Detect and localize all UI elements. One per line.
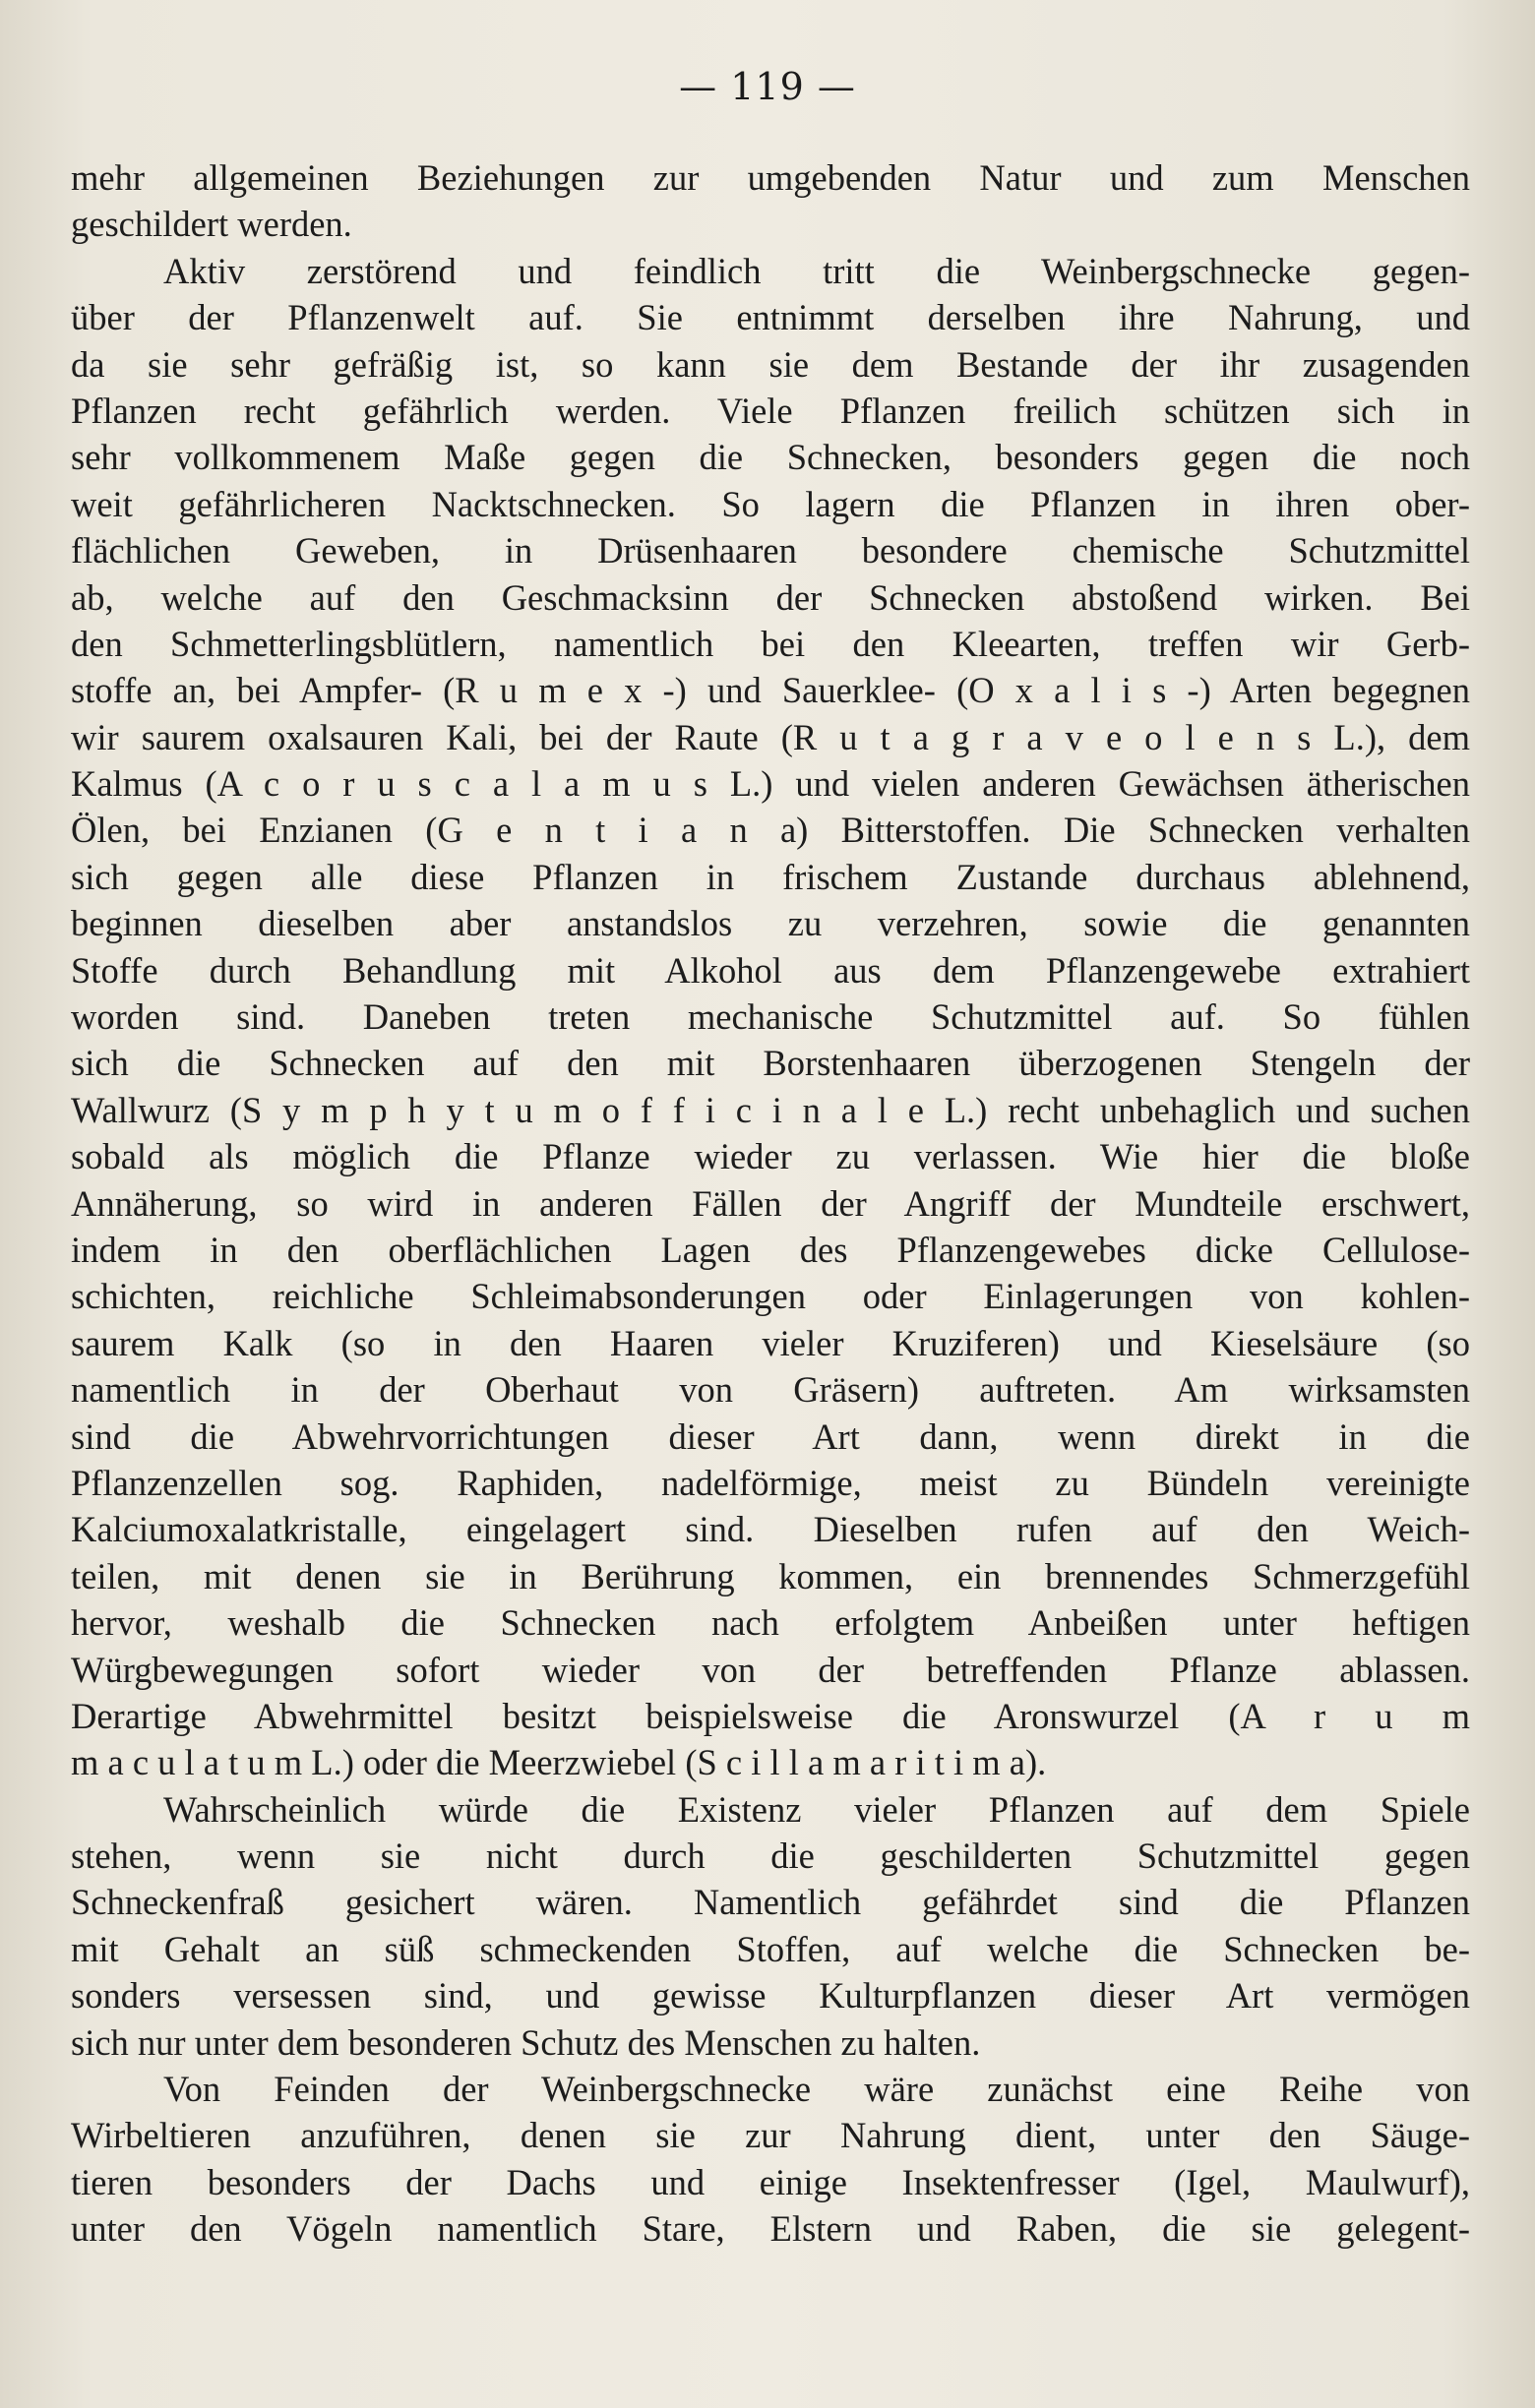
text-line: sich nur unter dem besonderen Schutz des Menschen zu halten. <box>71 2021 981 2063</box>
paragraph <box>71 154 1470 248</box>
text-line: Von Feinden der Weinbergschnecke wäre zunächst eine Reihe von <box>163 2069 1470 2110</box>
text-line: Pflanzen recht gefährlich werden. Viele Pflanzen freilich schützen sich in <box>71 390 1470 431</box>
text-line: Würgbewegungen sofort wieder von der betreffenden Pflanze ablassen. <box>71 1649 1470 1690</box>
text-line: schichten, reichliche Schleimabsonderungen oder Einlagerungen von kohlen- <box>71 1276 1470 1317</box>
text-line: Kalmus (A c o r u s c a l a m u s L.) und vielen anderen Gewächsen ätherischen <box>71 763 1470 805</box>
page-number: — 119 — <box>679 65 856 108</box>
text-line: sich gegen alle diese Pflanzen in frischem Zustande durchaus ablehnend, <box>71 856 1470 897</box>
text-line: stoffe an, bei Ampfer- (R u m e x -) und Sauerklee- (O x a l i s -) Arten begegnen <box>71 670 1470 711</box>
text-line: tieren besonders der Dachs und einige Insektenfresser (Igel, Maulwurf), <box>71 2161 1470 2202</box>
text-line: über der Pflanzenwelt auf. Sie entnimmt derselben ihre Nahrung, und <box>71 297 1470 338</box>
paragraph <box>71 2066 1470 2253</box>
text-line: da sie sehr gefräßig ist, so kann sie dem Bestande der ihr zusagenden <box>71 343 1470 385</box>
text-line: Derartige Abwehrmittel besitzt beispielsweise die Aronswurzel (A r u m <box>71 1695 1470 1736</box>
text-line: hervor, weshalb die Schnecken nach erfolgtem Anbeißen unter heftigen <box>71 1602 1470 1644</box>
text-line: Ölen, bei Enzianen (G e n t i a n a) Bitterstoffen. Die Schnecken verhalten <box>71 810 1470 851</box>
text-line: unter den Vögeln namentlich Stare, Elstern und Raben, die sie gelegent- <box>71 2208 1470 2250</box>
text-line: namentlich in der Oberhaut von Gräsern) auftreten. Am wirksamsten <box>71 1369 1470 1411</box>
text-line: Kalciumoxalatkristalle, eingelagert sind. Dieselben rufen auf den Weich- <box>71 1509 1470 1550</box>
text-line: sonders versessen sind, und gewisse Kulturpflanzen dieser Art vermögen <box>71 1975 1470 2017</box>
text-line: den Schmetterlingsblütlern, namentlich bei den Kleearten, treffen wir Gerb- <box>71 623 1470 664</box>
text-line: Stoffe durch Behandlung mit Alkohol aus dem Pflanzengewebe extrahiert <box>71 949 1470 991</box>
text-line: saurem Kalk (so in den Haaren vieler Kruziferen) und Kieselsäure (so <box>71 1322 1470 1363</box>
text-line: indem in den oberflächlichen Lagen des Pflanzengewebes dicke Cellulose- <box>71 1229 1470 1270</box>
text-line: Wallwurz (S y m p h y t u m o f f i c i n a l e L.) recht unbehaglich und suchen <box>71 1089 1470 1130</box>
text-line: weit gefährlicheren Nacktschnecken. So lagern die Pflanzen in ihren ober- <box>71 483 1470 524</box>
text-line: ab, welche auf den Geschmacksinn der Schnecken abstoßend wirken. Bei <box>71 576 1470 618</box>
text-line: stehen, wenn sie nicht durch die geschilderten Schutzmittel gegen <box>71 1836 1470 1877</box>
text-line: wir saurem oxalsauren Kali, bei der Raute (R u t a g r a v e o l e n s L.), dem <box>71 716 1470 757</box>
paragraph <box>71 1786 1470 2066</box>
text-line: Wahrscheinlich würde die Existenz vieler Pflanzen auf dem Spiele <box>163 1788 1470 1830</box>
text-line: beginnen dieselben aber anstandslos zu verzehren, sowie die genannten <box>71 903 1470 944</box>
paragraph <box>71 248 1470 1786</box>
text-line: m a c u l a t u m L.) oder die Meerzwiebel (S c i l l a m a r i t i m a). <box>71 1742 1047 1783</box>
text-line: mit Gehalt an süß schmeckenden Stoffen, auf welche die Schnecken be- <box>71 1928 1470 1969</box>
text-line: sind die Abwehrvorrichtungen dieser Art dann, wenn direkt in die <box>71 1415 1470 1457</box>
text-line: teilen, mit denen sie in Berührung kommen, ein brennendes Schmerzgefühl <box>71 1555 1470 1596</box>
text-line: flächlichen Geweben, in Drüsenhaaren besondere chemische Schutzmittel <box>71 530 1470 572</box>
text-line: Aktiv zerstörend und feindlich tritt die Weinbergschnecke gegen- <box>163 250 1470 291</box>
text-line: mehr allgemeinen Beziehungen zur umgebenden Natur und zum Menschen <box>71 157 1470 198</box>
text-line: Schneckenfraß gesichert wären. Namentlich gefährdet sind die Pflanzen <box>71 1882 1470 1923</box>
text-line: Annäherung, so wird in anderen Fällen der Angriff der Mundteile erschwert, <box>71 1182 1470 1224</box>
text-line: worden sind. Daneben treten mechanische Schutzmittel auf. So fühlen <box>71 996 1470 1038</box>
text-line: sich die Schnecken auf den mit Borstenhaaren überzogenen Stengeln der <box>71 1043 1470 1084</box>
text-line: Pflanzenzellen sog. Raphiden, nadelförmige, meist zu Bündeln vereinigte <box>71 1462 1470 1503</box>
text-line: geschildert werden. <box>71 204 352 245</box>
text-line: sehr vollkommenem Maße gegen die Schnecken, besonders gegen die noch <box>71 437 1470 478</box>
body-text <box>71 154 1470 2253</box>
text-line: sobald als möglich die Pflanze wieder zu verlassen. Wie hier die bloße <box>71 1136 1470 1177</box>
text-line: Wirbeltieren anzuführen, denen sie zur Nahrung dient, unter den Säuge- <box>71 2115 1470 2156</box>
